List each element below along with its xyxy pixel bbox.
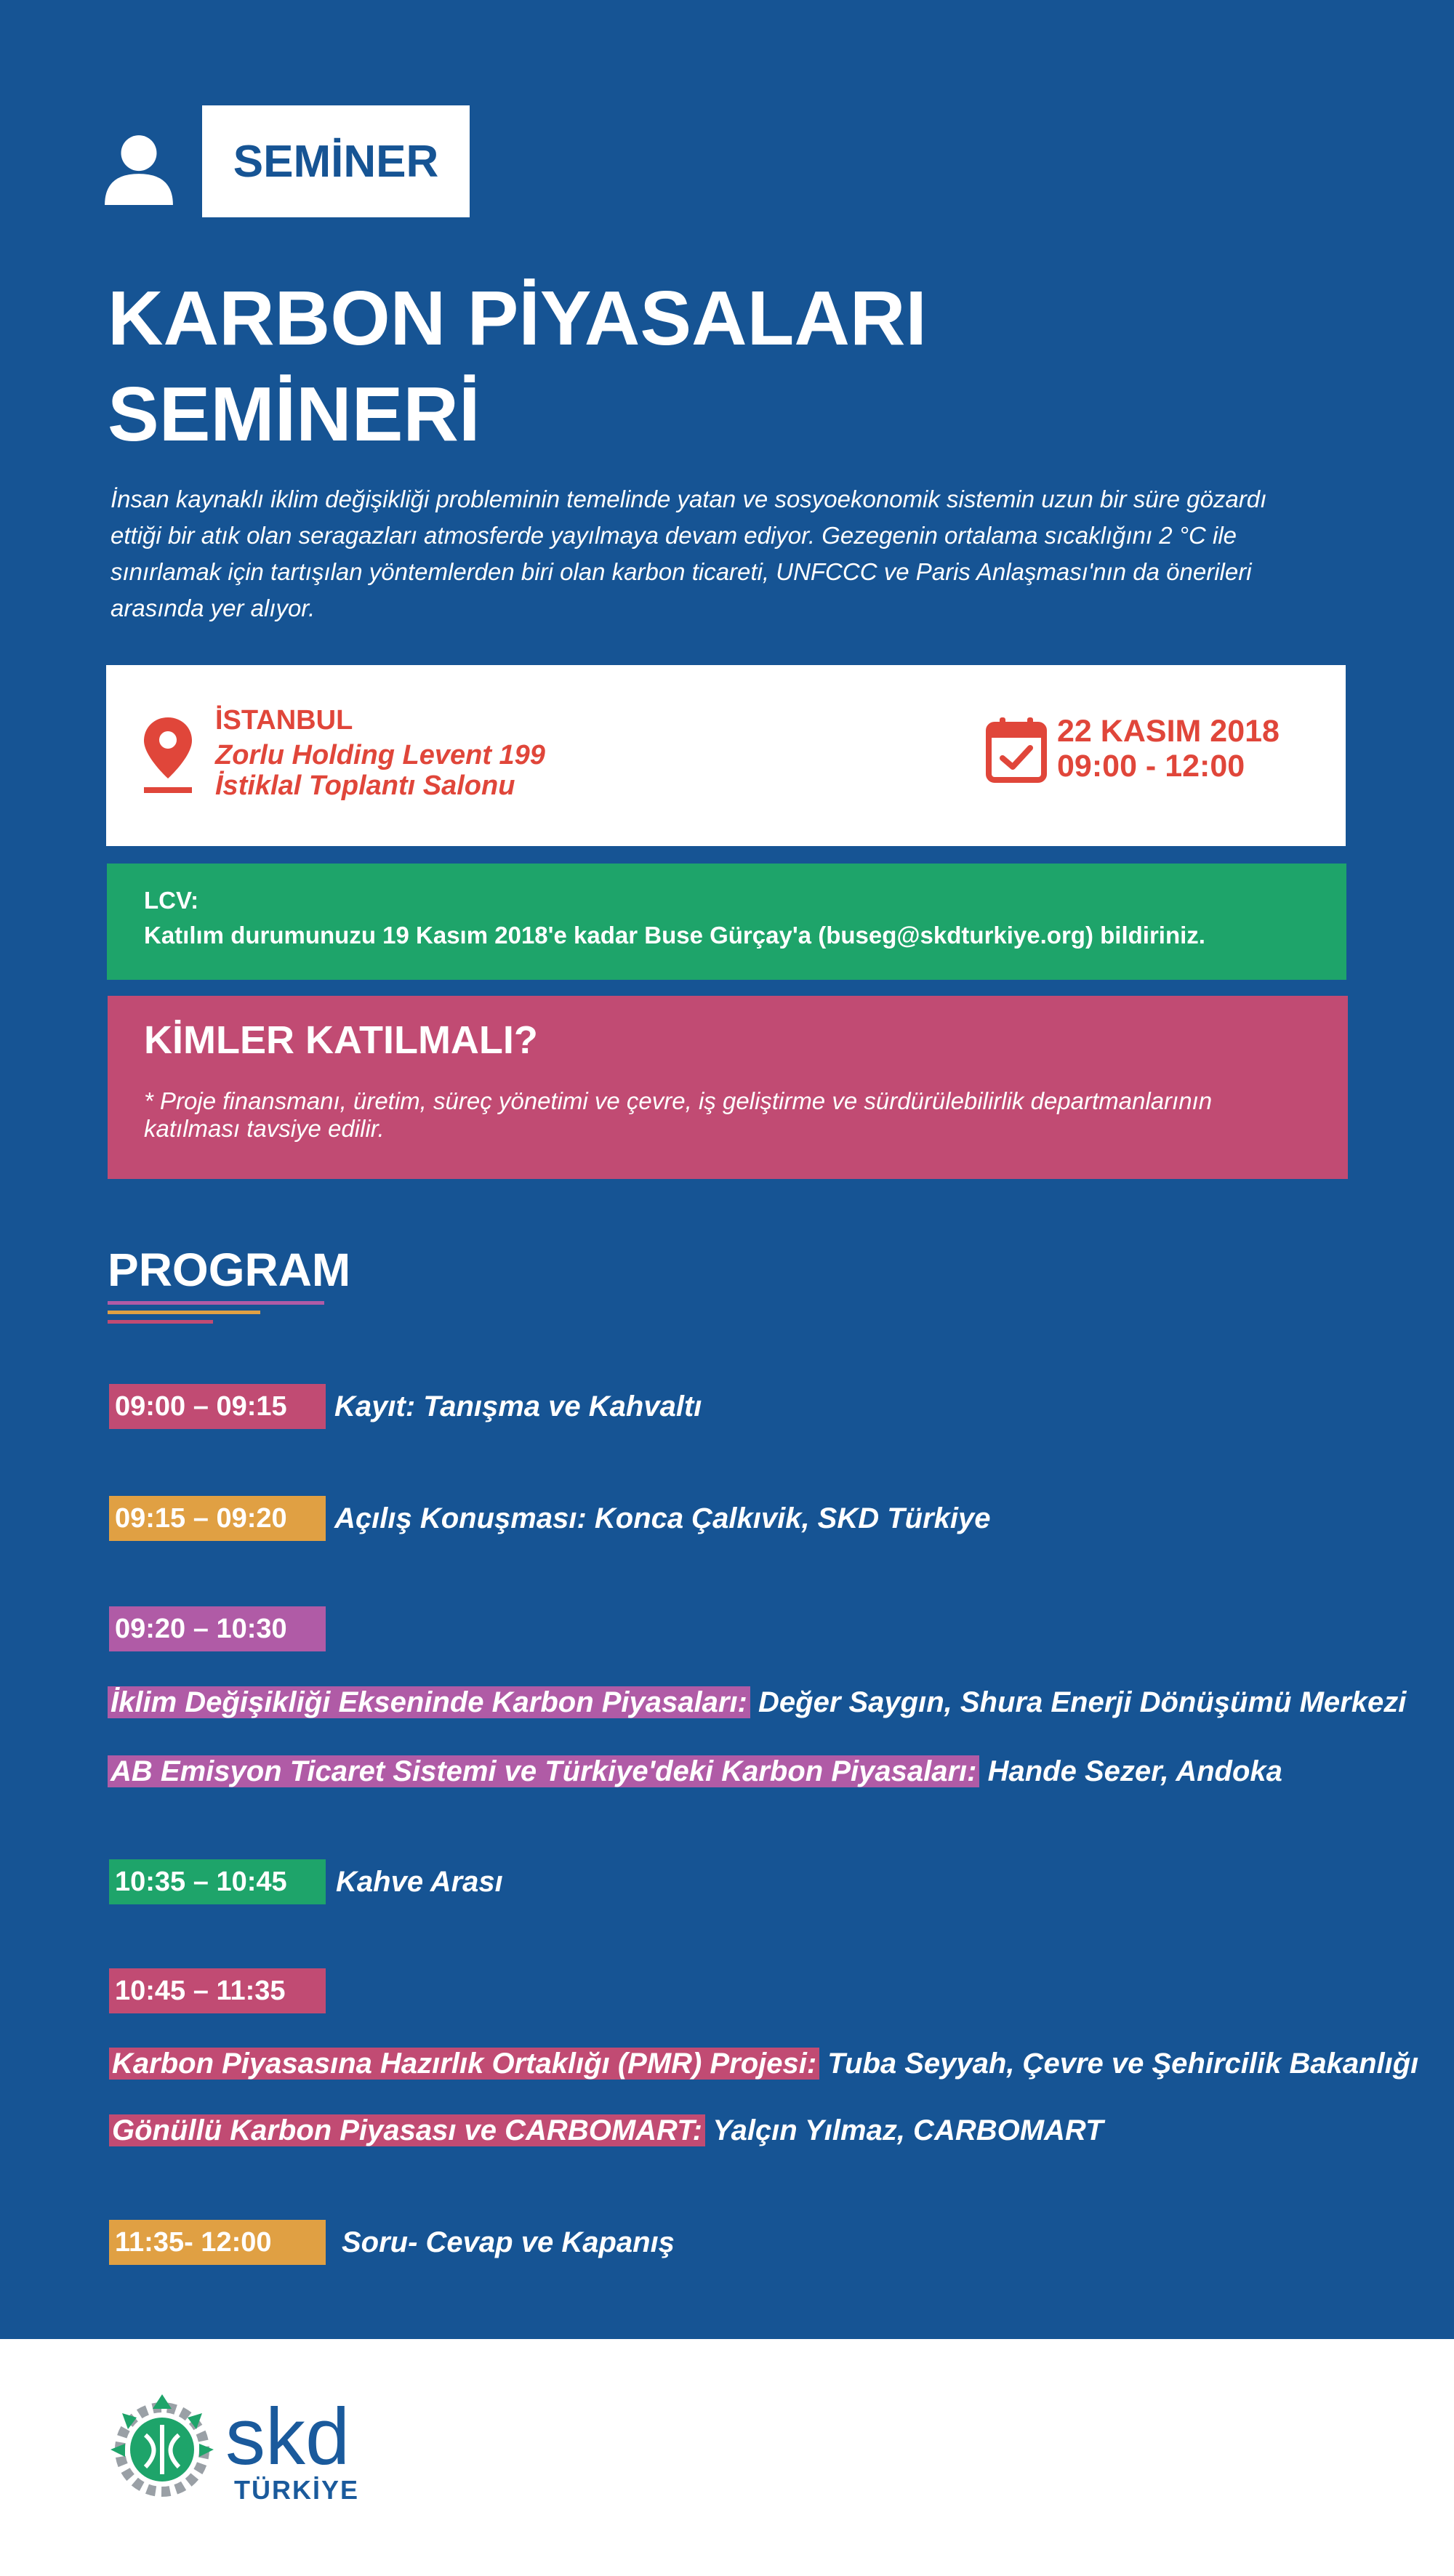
footer	[0, 2339, 1454, 2576]
session-3-talk-1-title: İklim Değişikliği Ekseninde Karbon Piyasaları:	[108, 1686, 750, 1718]
session-3-talk-2-speaker: Hande Sezer, Andoka	[979, 1755, 1282, 1787]
intro-paragraph: İnsan kaynaklı iklim değişikliği probleminin temelinde yatan ve sosyoekonomik sistemin uzun bir süre gözardı ettiği bir atık olan seragazları atmosferde yayılmaya devam ediyor. Gezegenin ortalama sıcaklığını 2 °C ile sınırlamak için tartışılan yöntemlerden biri olan karbon ticareti, UNFCCC ve Paris Anlaşması'nın da önerileri arasında yer alıyor.	[111, 486, 1267, 621]
session-5-talk-1-title: Karbon Piyasasına Hazırlık Ortaklığı (PMR) Projesi:	[109, 2048, 819, 2080]
session-3-time: 09:20 – 10:30	[109, 1606, 326, 1651]
rsvp-label: LCV:	[144, 887, 199, 914]
session-5-talk-1-speaker: Tuba Seyyah, Çevre ve Şehircilik Bakanlığı	[819, 2048, 1419, 2080]
title-underline-2	[108, 1311, 260, 1314]
session-3-talk-2	[108, 1749, 1282, 1794]
session-4-title: Kahve Arası	[336, 1866, 503, 1898]
person-icon	[102, 131, 176, 205]
venue-line-1: Zorlu Holding Levent 199	[215, 740, 545, 770]
city: İSTANBUL	[215, 705, 353, 736]
session-3-talk-2-title: AB Emisyon Ticaret Sistemi ve Türkiye'deki Karbon Piyasaları:	[108, 1755, 979, 1787]
session-4-time: 10:35 – 10:45	[109, 1859, 326, 1904]
session-5-talk-2-title: Gönüllü Karbon Piyasası ve CARBOMART:	[109, 2114, 705, 2146]
session-3-talk-1-speaker: Değer Saygın, Shura Enerji Dönüşümü Merkezi	[750, 1686, 1407, 1718]
program-title: PROGRAM	[108, 1244, 351, 1296]
session-2-title: Açılış Konuşması: Konca Çalkıvik, SKD Türkiye	[334, 1502, 991, 1534]
title-underline-1	[108, 1301, 324, 1305]
skd-logo-icon	[108, 2391, 217, 2500]
title-underline-3	[108, 1320, 213, 1324]
session-2-time: 09:15 – 09:20	[109, 1496, 326, 1541]
title-line-1: KARBON PİYASALARI	[108, 275, 927, 361]
session-5-talk-2-speaker: Yalçın Yılmaz, CARBOMART	[704, 2114, 1104, 2146]
title-line-2: SEMİNERİ	[108, 371, 481, 457]
skd-logo-subtitle: TÜRKİYE	[234, 2475, 360, 2505]
session-5-talk-1	[109, 2041, 1418, 2086]
seminar-badge: SEMİNER	[202, 105, 470, 217]
audience-text: * Proje finansmanı, üretim, süreç yönetimi ve çevre, iş geliştirme ve sürdürülebilirlik departmanlarının katılması tavsiye edilir.	[144, 1087, 1213, 1142]
session-5-talk-2	[109, 2108, 1104, 2153]
session-3-talk-1	[108, 1680, 1406, 1725]
venue-line-2: İstiklal Toplantı Salonu	[215, 770, 515, 801]
rsvp-text: Katılım durumunuzu 19 Kasım 2018'e kadar Buse Gürçay'a (buseg@skdturkiye.org) bildiriniz.	[144, 922, 1205, 949]
page-title	[108, 270, 1125, 462]
session-6-time: 11:35- 12:00	[109, 2220, 326, 2265]
calendar-icon	[985, 716, 1048, 783]
skd-logo-text: skd	[225, 2392, 350, 2482]
event-date: 22 KASIM 2018	[1057, 714, 1280, 749]
session-5-time: 10:45 – 11:35	[109, 1968, 326, 2013]
audience-title: KİMLER KATILMALI?	[144, 1018, 538, 1062]
session-6-title: Soru- Cevap ve Kapanış	[342, 2226, 675, 2258]
event-time: 09:00 - 12:00	[1057, 749, 1245, 784]
session-1-title: Kayıt: Tanışma ve Kahvaltı	[334, 1390, 702, 1422]
location-pin-icon	[142, 716, 193, 794]
session-1-time: 09:00 – 09:15	[109, 1384, 326, 1429]
